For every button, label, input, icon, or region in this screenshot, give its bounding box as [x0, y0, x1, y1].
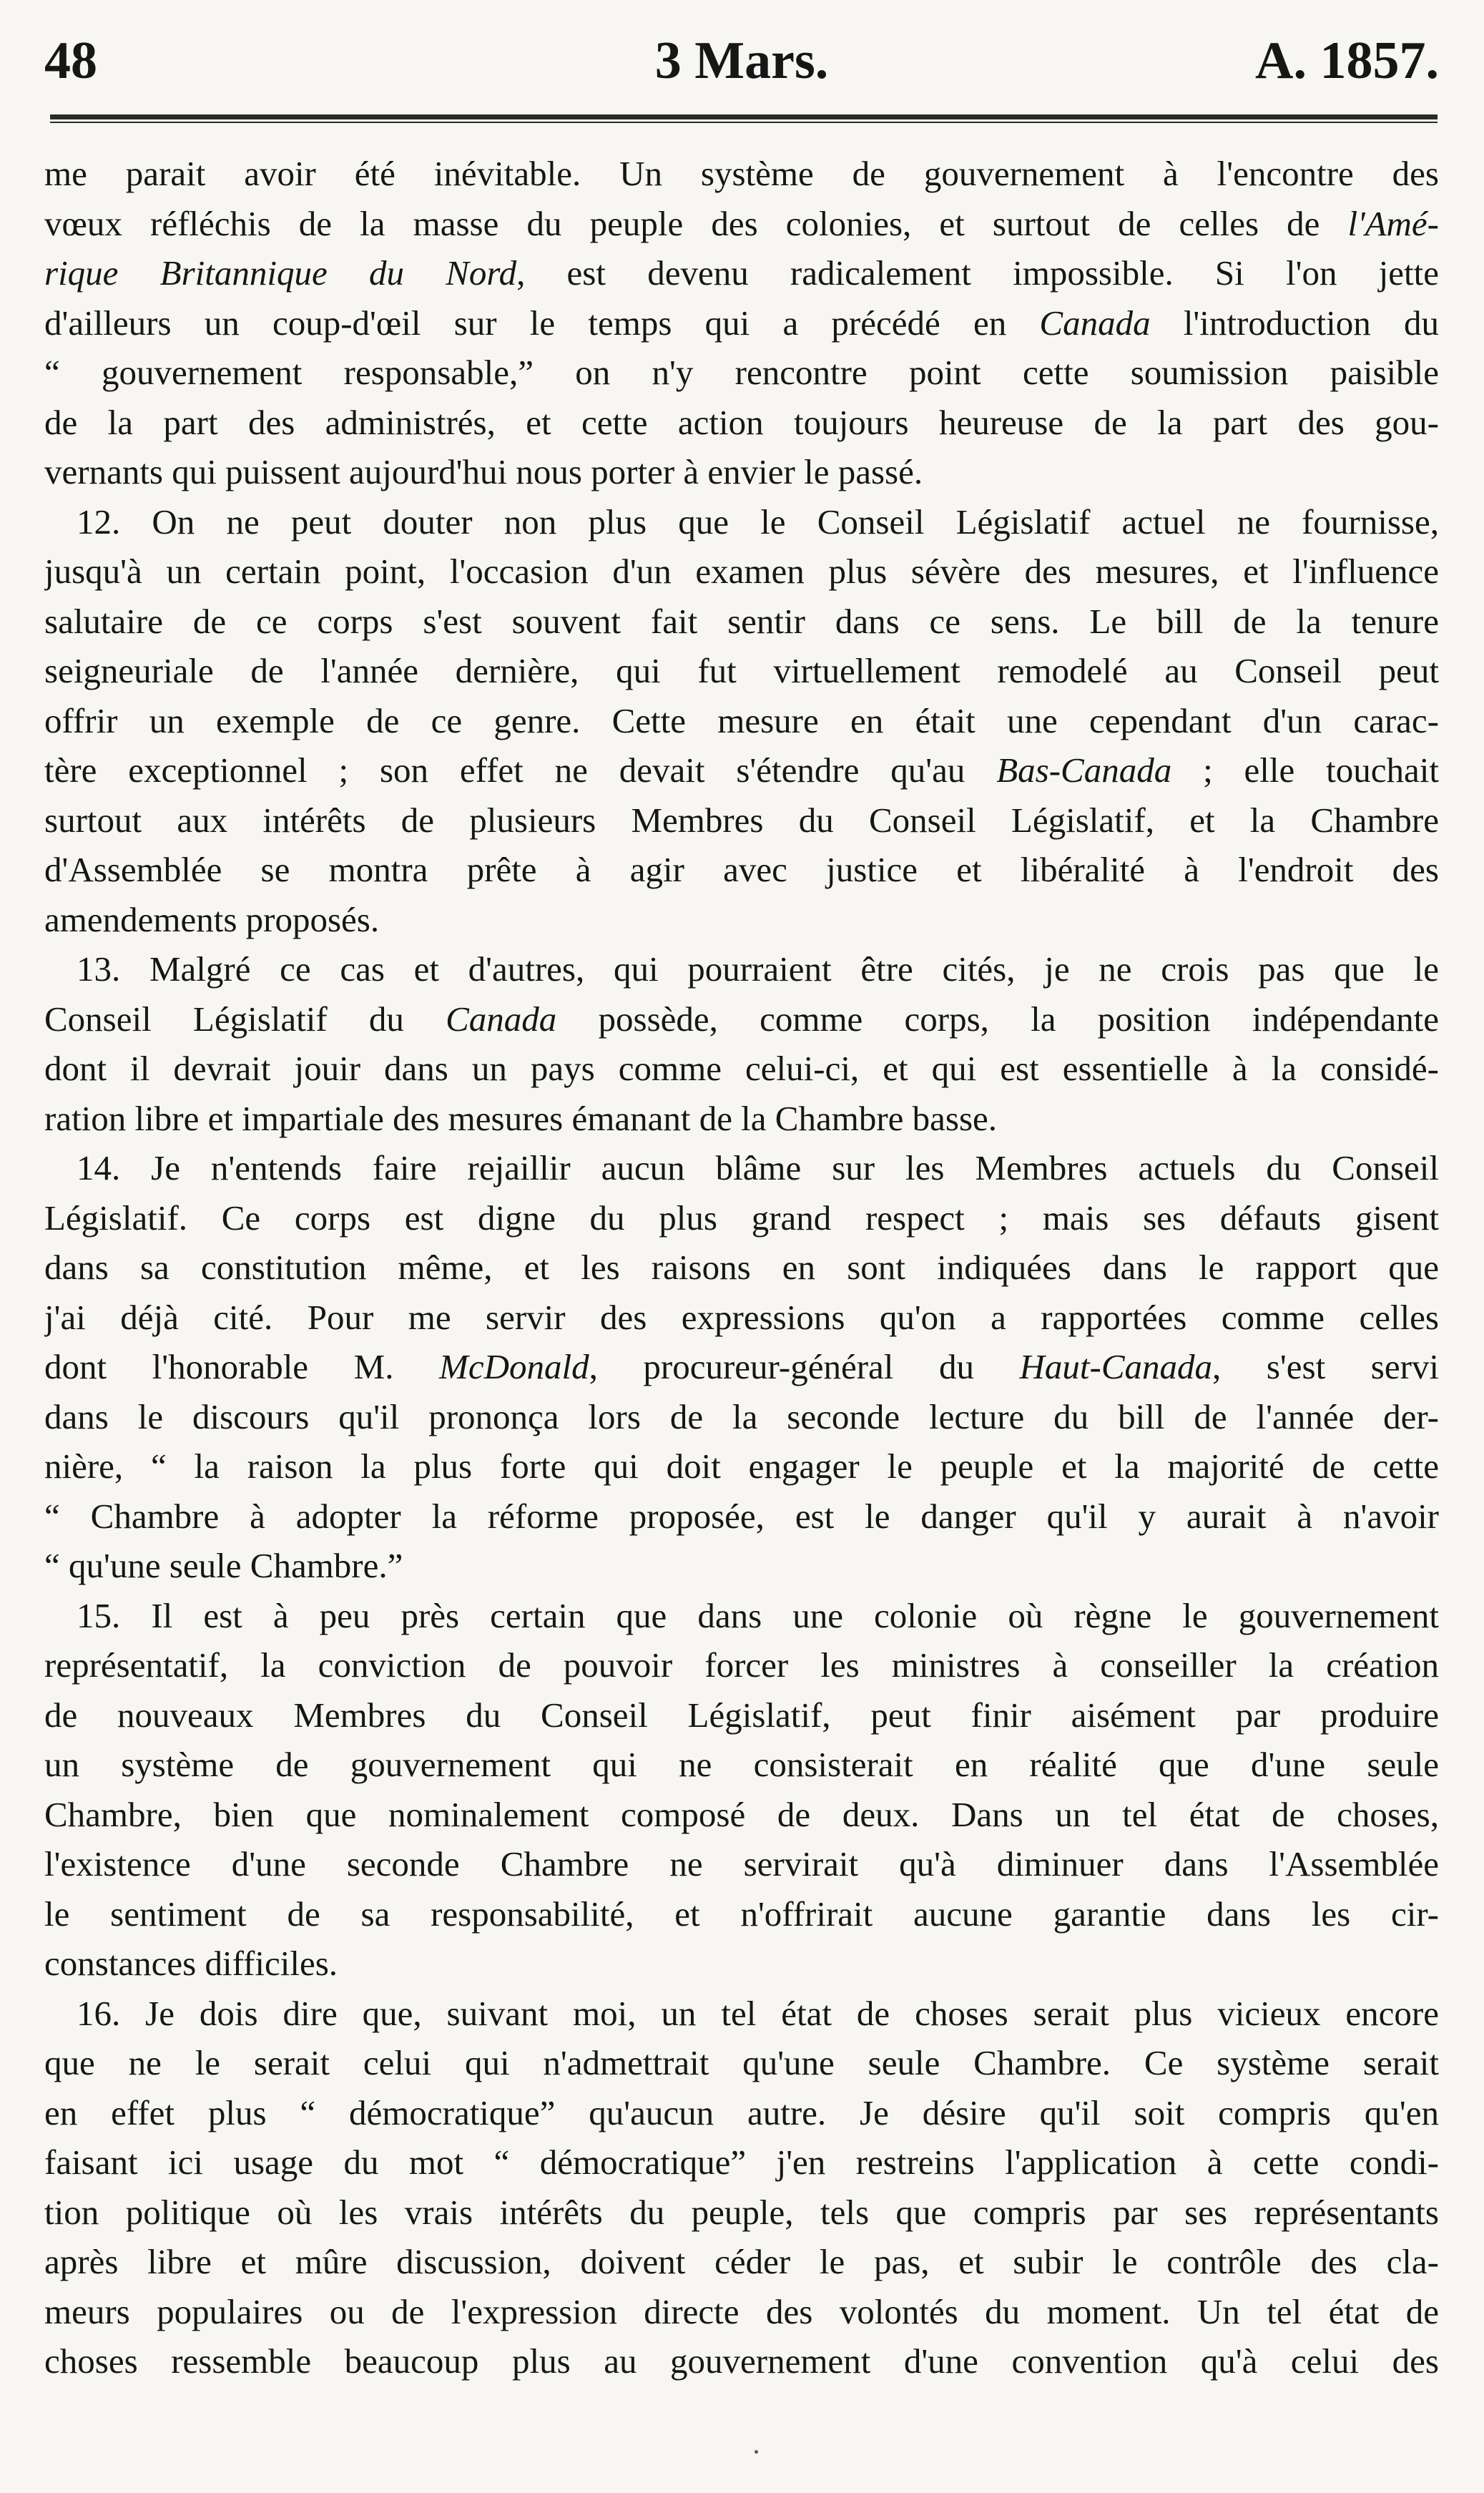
- paragraph-13-line: 13. Malgré ce cas et d'autres, qui pourraient être cités, je ne crois pas que le: [77, 949, 1439, 989]
- text-line: constances difficiles.: [44, 1944, 338, 1983]
- text-line: d'Assemblée se montra prête à agir avec justice et libéralité à l'endroit des: [44, 850, 1439, 889]
- text-line: dans sa constitution même, et les raisons en sont indiquées dans le rapport que: [44, 1248, 1439, 1287]
- text-line: représentatif, la conviction de pouvoir forcer les ministres à conseiller la création: [44, 1645, 1439, 1685]
- text-line: “ gouvernement responsable,” on n'y rencontre point cette soumission paisible: [44, 353, 1439, 392]
- text-line: ration libre et impartiale des mesures émanant de la Chambre basse.: [44, 1098, 998, 1138]
- header-date: 3 Mars.: [654, 31, 829, 90]
- body-text: [44, 149, 1439, 2386]
- print-speck: [755, 2450, 758, 2454]
- text-line: nière, “ la raison la plus forte qui doit engager le peuple et la majorité de cette: [44, 1446, 1439, 1486]
- text-line: jusqu'à un certain point, l'occasion d'un examen plus sévère des mesures, et l'influence: [44, 552, 1439, 591]
- text-line: offrir un exemple de ce genre. Cette mesure en était une cependant d'un carac-: [44, 700, 1439, 740]
- text-line: me parait avoir été inévitable. Un système de gouvernement à l'encontre des: [44, 154, 1439, 193]
- text-line: choses ressemble beaucoup plus au gouvernement d'une convention qu'à celui des: [44, 2341, 1439, 2381]
- text-line: tion politique où les vrais intérêts du peuple, tels que compris par ses représentants: [44, 2192, 1439, 2232]
- text-line: que ne le serait celui qui n'admettrait qu'une seule Chambre. Ce système serait: [44, 2043, 1439, 2082]
- text-line: amendements proposés.: [44, 899, 380, 939]
- text-line: vœux réfléchis de la masse du peuple des colonies, et surtout de celles de l'Amé-: [44, 203, 1439, 243]
- paragraph-14-line: 14. Je n'entends faire rejaillir aucun blâme sur les Membres actuels du Conseil: [77, 1148, 1439, 1187]
- paragraph-15-line: 15. Il est à peu près certain que dans une colonie où règne le gouvernement: [77, 1595, 1439, 1635]
- text-line: de la part des administrés, et cette action toujours heureuse de la part des gou-: [44, 402, 1439, 442]
- text-line: tère exceptionnel ; son effet ne devait s'étendre qu'au Bas-Canada ; elle touchait: [44, 750, 1439, 790]
- text-line: salutaire de ce corps s'est souvent fait sentir dans ce sens. Le bill de la tenure: [44, 601, 1439, 641]
- text-line: après libre et mûre discussion, doivent céder le pas, et subir le contrôle des cla-: [44, 2242, 1439, 2281]
- header-rule: [50, 114, 1438, 123]
- text-line: en effet plus “ démocratique” qu'aucun autre. Je désire qu'il soit compris qu'en: [44, 2092, 1439, 2132]
- text-line: dans le discours qu'il prononça lors de la seconde lecture du bill de l'année der-: [44, 1396, 1439, 1436]
- text-line: surtout aux intérêts de plusieurs Membres du Conseil Législatif, et la Chambre: [44, 800, 1439, 840]
- text-line: de nouveaux Membres du Conseil Législatif, peut finir aisément par produire: [44, 1695, 1439, 1735]
- text-line: j'ai déjà cité. Pour me servir des expressions qu'on a rapportées comme celles: [44, 1297, 1439, 1337]
- text-line: d'ailleurs un coup-d'œil sur le temps qui a précédé en Canada l'introduction du: [44, 303, 1439, 343]
- text-line: le sentiment de sa responsabilité, et n'offrirait aucune garantie dans les cir-: [44, 1894, 1439, 1934]
- text-line: vernants qui puissent aujourd'hui nous porter à envier le passé.: [44, 452, 923, 491]
- text-line: seigneuriale de l'année dernière, qui fut virtuellement remodelé au Conseil peut: [44, 651, 1439, 690]
- text-line: “ qu'une seule Chambre.”: [44, 1546, 403, 1585]
- text-line: dont il devrait jouir dans un pays comme celui-ci, et qui est essentielle à la considé-: [44, 1049, 1439, 1088]
- paragraph-16-line: 16. Je dois dire que, suivant moi, un tel état de choses serait plus vicieux encore: [77, 1993, 1439, 2033]
- text-line: dont l'honorable M. McDonald, procureur-général du Haut-Canada, s'est servi: [44, 1347, 1439, 1386]
- page-number: 48: [44, 31, 97, 90]
- text-line: rique Britannique du Nord, est devenu radicalement impossible. Si l'on jette: [44, 253, 1439, 293]
- text-line: l'existence d'une seconde Chambre ne servirait qu'à diminuer dans l'Assemblée: [44, 1844, 1439, 1884]
- text-line: Chambre, bien que nominalement composé de deux. Dans un tel état de choses,: [44, 1794, 1439, 1834]
- text-line: faisant ici usage du mot “ démocratique” j'en restreins l'application à cette condi-: [44, 2142, 1439, 2182]
- page-header: [44, 21, 1439, 107]
- text-line: Législatif. Ce corps est digne du plus grand respect ; mais ses défauts gisent: [44, 1197, 1439, 1238]
- text-line: “ Chambre à adopter la réforme proposée, est le danger qu'il y aurait à n'avoir: [44, 1496, 1439, 1536]
- text-line: meurs populaires ou de l'expression directe des volontés du moment. Un tel état de: [44, 2291, 1439, 2331]
- text-line: Conseil Législatif du Canada possède, comme corps, la position indépendante: [44, 999, 1439, 1039]
- paragraph-12-line: 12. On ne peut douter non plus que le Conseil Législatif actuel ne fournisse,: [77, 501, 1439, 542]
- header-year: A. 1857.: [1255, 31, 1439, 90]
- text-line: un système de gouvernement qui ne consisterait en réalité que d'une seule: [44, 1745, 1439, 1784]
